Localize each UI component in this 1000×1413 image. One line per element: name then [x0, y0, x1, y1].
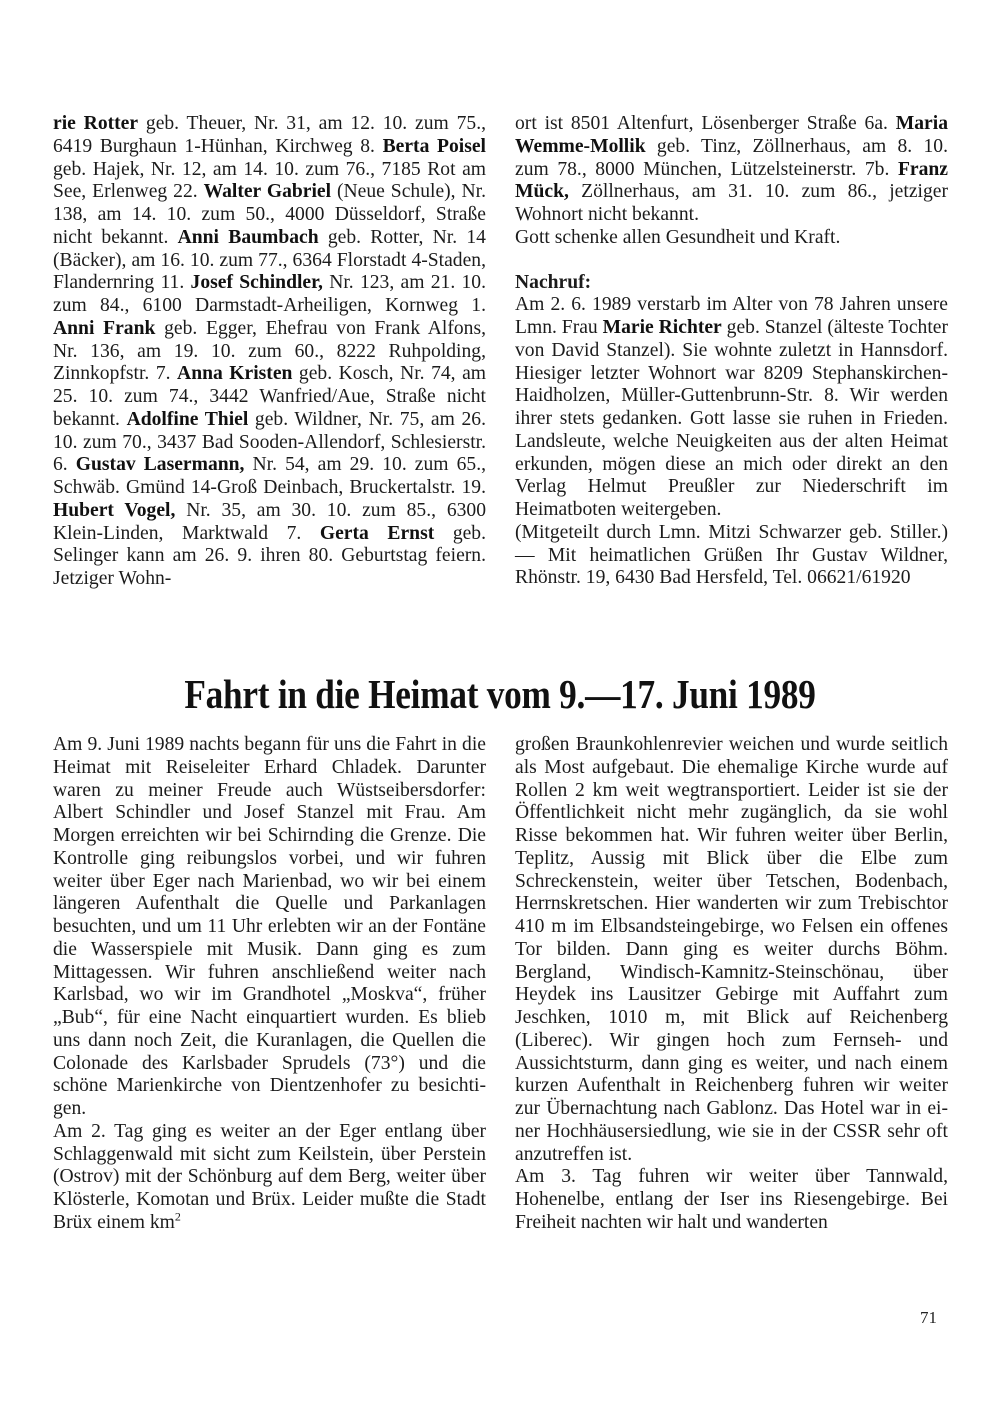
- article-left-column: [53, 734, 486, 1235]
- article-paragraph: Am 3. Tag fuhren wir weiter über Tannwald, Hohenelbe, entlang der Iser ins Riesengebirge. Bei Freiheit nachten wir halt und wanderten: [515, 1166, 948, 1233]
- person-name: Anni Baumbach: [177, 226, 319, 248]
- birthday-list-left-column: [53, 113, 486, 591]
- article-right-column: [515, 734, 948, 1235]
- person-name: Marie Richter: [602, 317, 722, 338]
- person-name: rie Rotter: [53, 113, 139, 134]
- closing-wish: Gott schenke allen Gesundheit und Kraft.: [515, 226, 841, 248]
- obituary-text: Am 2. 6. 1989 verstarb im Alter von 78 Jahren unsere Lmn. Frau Marie Richter geb. Stanzel (älteste Tochter von David Stanzel). Sie wohnte zuletzt in Hannsdorf. Hiesiger letzter Wohnort war 8209 Stephanskirchen-Haidholzen, Müller-Guttenbrunn-Str. 8. Wir werden ihrer stets gedanken. Gott lasse sie ruhen in Frieden. Landsleute, welche Neuigkeiten aus der alten Heimat erkunden, mögen diese an mich oder direkt an den Verlag Helmut Preußler zur Niederschrift im Heimatboten weitergeben.: [515, 294, 948, 520]
- person-name: Anni Frank: [53, 317, 156, 339]
- signature: (Mitgeteilt durch Lmn. Mitzi Schwarzer geb. Stiller.) — Mit heimatlichen Grüßen Ihr Gustav Wildner, Rhönstr. 19, 6430 Bad Hersfeld, Tel. 06621/61920: [515, 521, 948, 589]
- person-name: Gustav Lasermann,: [75, 454, 245, 476]
- obituary-heading: Nachruf:: [515, 271, 592, 293]
- birthday-entries: rie Rotter geb. Theuer, Nr. 31, am 12. 10. zum 75., 6419 Burghaun 1-Hünhan, Kirchweg 8. Berta Poisel geb. Hajek, Nr. 12, am 14. 10. zum 76., 7185 Rot am See, Erlenweg 22. Walter Gabriel (Neue Schule), Nr. 138, am 14. 10. zum 50., 4000 Düsseldorf, Straße nicht bekannt. Anni Baumbach geb. Rotter, Nr. 14 (Bäcker), am 16. 10. zum 77., 6364 Florstadt 4-Staden, Flandernring 11. Josef Schindler, Nr. 123, am 21. 10. zum 84., 6100 Darmstadt-Arheiligen, Kornweg 1. Anni Frank geb. Egger, Ehefrau von Frank Alfons, Nr. 136, am 19. 10. zum 60., 8222 Ruhpolding, Zinnkopfstr. 7. Anna Kristen geb. Kosch, Nr. 74, am 25. 10. zum 74., 3442 Wanfried/Aue, Straße nicht bekannt. Adolfine Thiel geb. Wildner, Nr. 75, am 26. 10. zum 70., 3437 Bad Sooden-Allendorf, Schlesierstr. 6. Gustav Lasermann, Nr. 54, am 29. 10. zum 65., Schwäb. Gmünd 14-Groß Deinbach, Bruckertalstr. 19. Hubert Vogel, Nr. 35, am 30. 10. zum 85., 6300 Klein-Linden, Marktwald 7. Gerta Ernst geb. Selinger kann am 26. 9. ihren 80. Geburtstag feiern. Jetziger Wohn-: [53, 113, 487, 589]
- article-paragraph: Am 9. Juni 1989 nachts begann für uns die Fahrt in die Heimat mit Reiseleiter Erhard Chladek. Darunter waren zu meiner Freude auch Wüstseibersdorfer: Albert Schindler und Josef Stanzel mit Frau. Am Morgen erreichten wir bei Schirnding die Grenze. Die Kontrolle ging reibungslos vorbei, und wir fuhren weiter über Eger nach Marienbad, wo wir bei einem längeren Aufenthalt die Quelle und Parkanlagen besuchten, und um 11 Uhr erlebten wir an der Fontäne die Wasserspiele mit Musik. Dann ging es zum Mittagessen. Wir fuhren anschließend weiter nach Karlsbad, wo wir im Grandhotel „Moskva“, früher „Bub“, für eine Nacht einquartiert wurden. Es blieb uns dann noch Zeit, die Kuranlagen, die Quellen die Colonade des Karlsbader Sprudels (73°) und die schöne Marienkirche von Dientzenhofer zu besichtigen.: [53, 734, 486, 1119]
- article-paragraph: großen Braunkohlenrevier weichen und wurde seitlich als Most aufgebaut. Die ehemalige Kirche wurde auf Rollen 2 km weit wegtransportiert. Leider ist sie der Öffentlichkeit nicht mehr zugänglich, da sie wohl Risse bekommen hat. Wir fuhren weiter über Berlin, Teplitz, Aussig mit Blick über die Elbe zum Schreckenstein, weiter über Tetschen, Bodenbach, Herrnskretschen. Hier wanderten wir zum Trebischtor 410 m im Elbsandsteingebirge, wo Felsen ein offenes Tor bilden. Dann ging es weiter durchs Böhm. Bergland, Windisch-Kamnitz-Steinschönau, über Heydek ins Lausitzer Gebirge mit Auffahrt zum Jeschken, 1010 m, mit Blick auf Reichenberg (Liberec). Wir gingen hoch zum Fernseh- und Aussichtsturm, dann ging es weiter, und nach einem kurzen Aufenthalt in Reichenberg fuhren wir weiter zur Übernachtung nach Gablonz. Das Hotel war in einer Hochhäusersiedlung, wie sie in der CSSR sehr oft anzutreffen ist.: [515, 734, 948, 1165]
- birthday-entries-continued: ort ist 8501 Altenfurt, Lösenberger Straße 6a. Maria Wemme-Mollik geb. Tinz, Zöllnerhaus, am 8. 10. zum 78., 8000 München, Lützelsteinerstr. 7b. Franz Mück, Zöllnerhaus, am 31. 10. zum 86., jetziger Wohnort nicht bekannt.: [515, 113, 948, 225]
- person-name: Berta Poisel: [382, 135, 486, 157]
- person-name: Franz Mück,: [515, 158, 948, 203]
- page-number: 71: [920, 1308, 937, 1327]
- superscript: 2: [174, 1209, 181, 1224]
- person-name: Adolfine Thiel: [126, 408, 249, 430]
- person-name: Hubert Vogel,: [53, 499, 176, 521]
- person-name: Walter Gabriel: [203, 181, 332, 203]
- person-name: Maria Wemme-Mollik: [515, 113, 948, 157]
- birthday-list-right-column: [515, 113, 948, 590]
- person-name: Gerta Ernst: [319, 522, 435, 544]
- person-name: Anna Kristen: [177, 363, 293, 385]
- article-paragraph-text: Am 2. Tag ging es weiter an der Eger entlang über Schlaggenwald mit sicht zum Keilstein, über Perstein (Ostrov) mit der Schönburg auf dem Berg, weiter über Klösterle, Komotan und Brüx. Leider mußte die Stadt Brüx einem km: [53, 1120, 486, 1233]
- article-title: Fahrt in die Heimat vom 9.—17. Juni 1989: [184, 671, 816, 717]
- person-name: Josef Schindler,: [190, 272, 323, 294]
- article-paragraph: [53, 1121, 486, 1235]
